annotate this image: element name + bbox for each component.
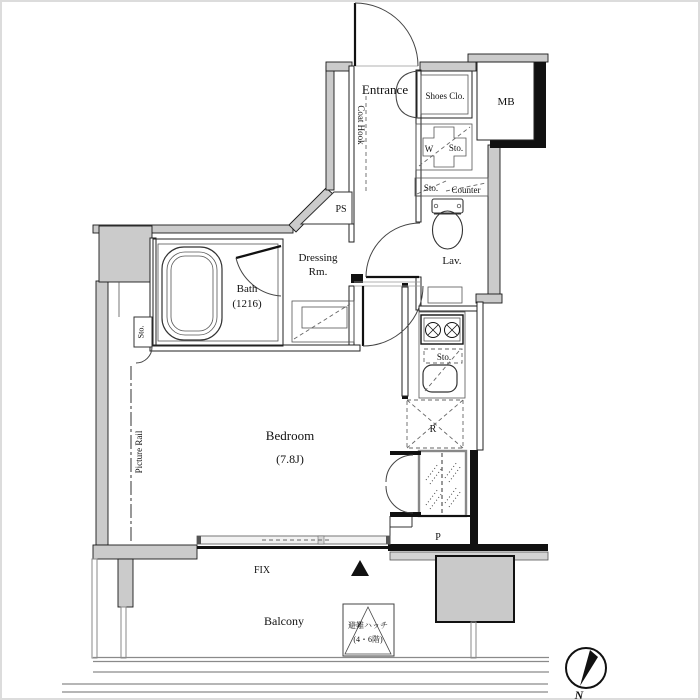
kitchen-storage-label: Sto.	[436, 352, 452, 362]
pipe-label: P	[435, 532, 441, 543]
fix-window-label: FIX	[253, 565, 271, 576]
dressing-room-label2: Rm.	[308, 266, 328, 278]
counter-label: Counter	[451, 185, 481, 195]
washer-label: W	[424, 144, 434, 154]
coat-hook-label: Coat Hook	[356, 105, 366, 145]
bedroom-label: Bedroom	[265, 428, 315, 443]
north-label: N	[574, 688, 584, 700]
meter-box-label: MB	[497, 96, 515, 108]
bedroom-size-label: (7.8J)	[276, 452, 304, 466]
shoes-closet-label: Shoes Clo.	[425, 91, 465, 101]
evacuation-hatch-floors-label: (4・6階)	[353, 635, 383, 644]
entrance-label: Entrance	[361, 82, 409, 97]
evacuation-hatch-label: 避難ハッチ	[348, 621, 388, 630]
entry-storage-label: Sto.	[448, 143, 464, 153]
fix-window	[197, 536, 390, 544]
refrigerator-label: R	[429, 424, 437, 435]
left-storage-label: Sto.	[136, 325, 146, 339]
lavatory-label: Lav.	[442, 255, 462, 267]
neighbor-wall-block	[436, 556, 514, 622]
closet-door-leaf	[390, 451, 421, 455]
bath-size-label: (1216)	[232, 298, 262, 310]
dressing-room-label: Dressing	[298, 252, 338, 264]
bath-label: Bath	[236, 283, 258, 295]
balcony-label: Balcony	[264, 614, 304, 628]
counter-storage-label: Sto.	[423, 183, 439, 193]
structural-column	[99, 226, 152, 282]
compass-north-icon	[566, 648, 606, 688]
pipe-space-label: PS	[335, 204, 347, 215]
picture-rail-label: Picture Rail	[134, 430, 144, 474]
